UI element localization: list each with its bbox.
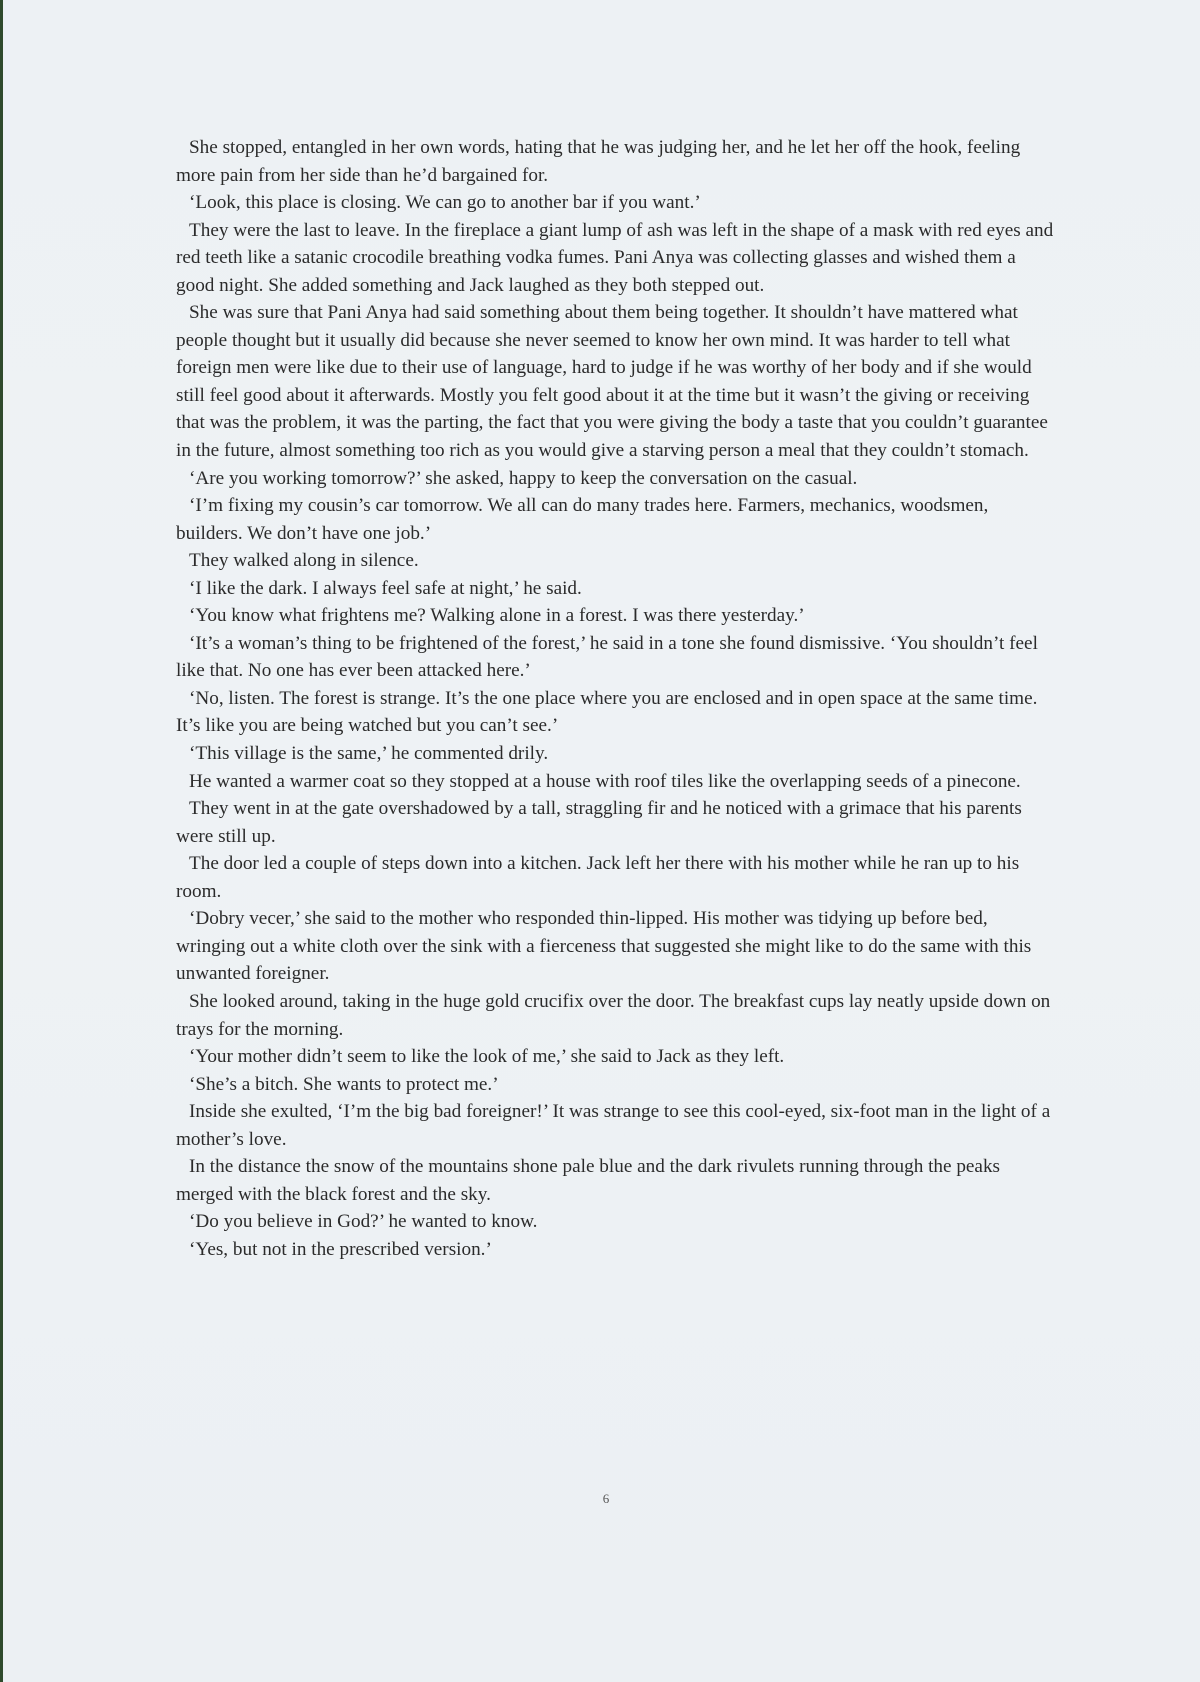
paragraph: ‘Dobry vecer,’ she said to the mother who responded thin-lipped. His mother was tidying up before bed, wringing out a white cloth over the sink with a fierceness that suggested she might like to do the same with this unwanted foreigner. bbox=[176, 908, 1032, 985]
page-number: 6 bbox=[602, 1491, 610, 1506]
paragraph: She was sure that Pani Anya had said something about them being together. It shouldn’t have mattered what people thought but it usually did because she never seemed to know her own mind. It was harder to tell what foreign men were like due to their use of language, hard to judge if he was worthy of her body and if she would still feel good about it afterwards. Mostly you felt good about it at the time but it wasn’t the giving or receiving that was the problem, it was the parting, the fact that you were giving the body a taste that you couldn’t guarantee in the future, almost something too rich as you would give a starving person a meal that they couldn’t stomach. bbox=[176, 302, 1048, 462]
paragraph: They walked along in silence. bbox=[189, 550, 419, 572]
paragraph: ‘She’s a bitch. She wants to protect me.’ bbox=[189, 1073, 499, 1095]
paragraph: ‘Your mother didn’t seem to like the look of me,’ she said to Jack as they left. bbox=[189, 1046, 785, 1068]
paragraph: ‘It’s a woman’s thing to be frightened of the forest,’ he said in a tone she found dismissive. ‘You shouldn’t feel like that. No one has ever been attacked here.’ bbox=[176, 632, 1038, 682]
paragraph: ‘No, listen. The forest is strange. It’s the one place where you are enclosed and in open space at the same time. It’s like you are being watched but you can’t see.’ bbox=[176, 687, 1038, 737]
paragraph: ‘Look, this place is closing. We can go to another bar if you want.’ bbox=[189, 192, 701, 214]
paragraph: He wanted a warmer coat so they stopped at a house with roof tiles like the overlapping seeds of a pinecone. bbox=[189, 770, 1021, 792]
paragraph: ‘Do you believe in God?’ he wanted to know. bbox=[189, 1211, 538, 1233]
scan-edge bbox=[0, 0, 3, 1682]
paragraph: ‘I’m fixing my cousin’s car tomorrow. We all can do many trades here. Farmers, mechanics, woodsmen, builders. We don’t have one job.’ bbox=[176, 495, 989, 544]
paragraph: The door led a couple of steps down into a kitchen. Jack left her there with his mother while he ran up to his room. bbox=[176, 853, 1020, 902]
paragraph: ‘You know what frightens me? Walking alone in a forest. I was there yesterday.’ bbox=[189, 605, 805, 627]
paragraph: They were the last to leave. In the fireplace a giant lump of ash was left in the shape of a mask with red eyes and red teeth like a satanic crocodile breathing vodka fumes. Pani Anya was collecting glasses and wished them a good night. She added something and Jack laughed as they both stepped out. bbox=[176, 219, 1054, 296]
paragraph: ‘Yes, but not in the prescribed version.’ bbox=[189, 1238, 492, 1260]
paragraph: Inside she exulted, ‘I’m the big bad foreigner!’ It was strange to see this cool-eyed, six-foot man in the light of a mother’s love. bbox=[176, 1101, 1051, 1150]
paragraph: In the distance the snow of the mountains shone pale blue and the dark rivulets running through the peaks merged with the black forest and the sky. bbox=[176, 1156, 1001, 1205]
paragraph: She stopped, entangled in her own words, hating that he was judging her, and he let her off the hook, feeling more pain from her side than he’d bargained for. bbox=[176, 137, 1021, 186]
paragraph: ‘This village is the same,’ he commented drily. bbox=[189, 743, 549, 765]
paragraph: ‘Are you working tomorrow?’ she asked, happy to keep the conversation on the casual. bbox=[189, 467, 858, 489]
paragraph: They went in at the gate overshadowed by a tall, straggling fir and he noticed with a grimace that his parents were still up. bbox=[176, 798, 1022, 847]
paragraph: ‘I like the dark. I always feel safe at night,’ he said. bbox=[189, 577, 582, 599]
paragraph: She looked around, taking in the huge gold crucifix over the door. The breakfast cups lay neatly upside down on trays for the morning. bbox=[176, 990, 1051, 1040]
body-text bbox=[176, 134, 1058, 1263]
